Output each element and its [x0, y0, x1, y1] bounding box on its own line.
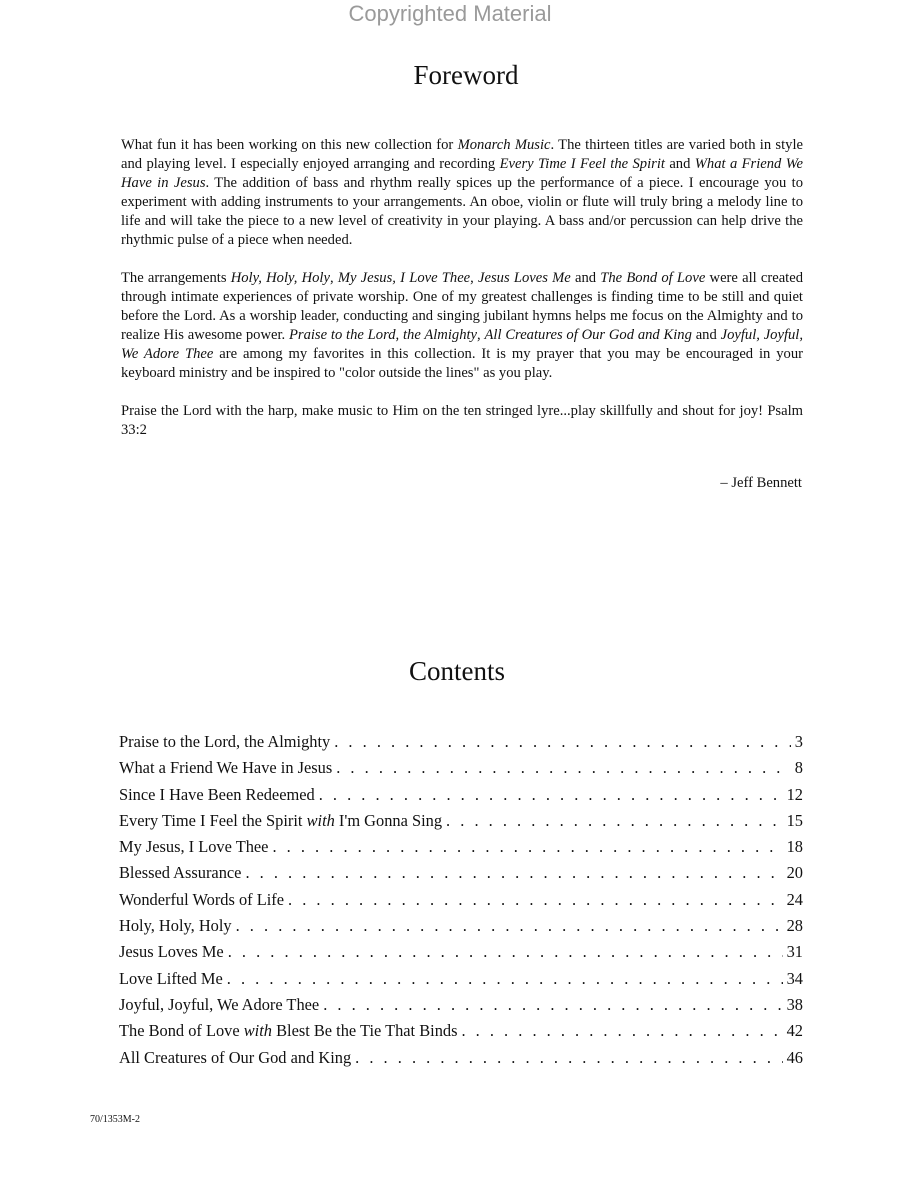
italic-text: Praise to the Lord, the Almighty: [288, 327, 478, 343]
toc-entry: [119, 837, 803, 863]
toc-entry: [119, 916, 803, 942]
toc-entry-title: [119, 732, 330, 752]
text-run: Praise the Lord with the harp, make music to Him on the ten stringed lyre...play skillfully and shout for joy! Psalm 33:2: [121, 403, 803, 438]
toc-entry: [119, 732, 803, 758]
italic-text: Joyful, Joyful, We Adore Thee: [121, 327, 804, 362]
dot-leader: [323, 995, 782, 1015]
text-run: All Creatures of Our God and King: [119, 1047, 352, 1067]
toc-entry: [119, 863, 803, 889]
text-run: The arrangements: [121, 270, 231, 286]
text-run: Love Lifted Me: [119, 968, 223, 988]
toc-entry: [119, 1021, 803, 1047]
toc-page-number: 28: [786, 916, 803, 936]
toc-entry: [119, 758, 803, 784]
toc-page-number: 12: [786, 784, 803, 804]
watermark: Copyrighted Material: [348, 1, 552, 26]
toc-entry-title: [119, 916, 232, 936]
dot-leader: [288, 890, 783, 910]
italic-text: Holy, Holy, Holy: [230, 270, 330, 286]
toc-entry: [119, 995, 803, 1021]
dot-leader: [334, 732, 791, 752]
toc-entry-title: [119, 1021, 457, 1041]
toc-page-number: 3: [794, 732, 803, 751]
dot-leader: [319, 785, 783, 805]
toc-entry: [119, 942, 803, 968]
toc-entry-title: [119, 942, 224, 962]
toc-page-number: 18: [786, 837, 803, 857]
toc-page-number: 34: [786, 968, 803, 988]
toc-page-number: 8: [794, 758, 803, 778]
text-run: Blessed Assurance: [119, 863, 242, 883]
toc-entry-title: [119, 863, 241, 883]
italic-text: My Jesus, I Love Thee: [337, 270, 471, 286]
italic-text: with: [243, 1021, 272, 1041]
toc-entry: [119, 1048, 803, 1074]
italic-text: Monarch Music: [457, 137, 551, 153]
toc-page-number: 20: [786, 863, 803, 883]
text-run: . The addition of bass and rhythm really spices up the performance of a piece. I encourage you to experiment with adding instruments to your arrangements. An oboe, violin or flute will truly bring a melody line to life and will take the piece to a new level of creativity in your playing. A bass and/or percussion can help drive the rhythmic pulse of a piece when needed.: [121, 175, 803, 248]
text-run: ,: [329, 270, 338, 286]
text-run: were all created through intimate experiences of private worship. One of my greatest challenges is finding time to be still and quiet before the Lord. As a worship leader, conducting and singing jubilant hymns helps me focus on the Almighty and to realize His awesome power.: [121, 270, 804, 343]
dot-leader: [355, 1048, 782, 1068]
text-run: What a Friend We Have in Jesus: [119, 758, 333, 778]
italic-text: What a Friend We Have in Jesus: [121, 156, 804, 191]
text-run: Holy, Holy, Holy: [119, 916, 232, 936]
text-run: ,: [470, 270, 479, 286]
text-run: are among my favorites in this collection. It is my prayer that you may be encouraged in your keyboard ministry and be inspired to "color outside the lines" as you play.: [121, 346, 803, 381]
text-run: and: [691, 327, 721, 343]
toc-entry: [119, 890, 803, 916]
toc-entry-title: [119, 995, 319, 1015]
foreword-title: Foreword: [413, 60, 519, 90]
toc-page-number: 46: [786, 1047, 803, 1067]
text-run: My Jesus, I Love Thee: [119, 837, 269, 857]
italic-text: The Bond of Love: [600, 270, 706, 286]
toc-entry: [119, 969, 803, 995]
toc-entry: [119, 811, 803, 837]
italic-text: with: [306, 810, 335, 830]
dot-leader: [245, 863, 782, 883]
toc-entry-title: [119, 969, 223, 989]
dot-leader: [228, 942, 783, 962]
toc-page-number: 15: [786, 810, 803, 830]
dot-leader: [272, 837, 782, 857]
text-run: and: [664, 156, 695, 172]
contents-title: Contents: [408, 656, 505, 686]
foreword-body: [121, 136, 803, 459]
italic-text: Jesus Loves Me: [478, 270, 571, 286]
foreword-paragraph: [121, 136, 803, 250]
dot-leader: [236, 916, 783, 936]
toc-entry: [119, 785, 803, 811]
toc-entry-title: [119, 1048, 351, 1068]
toc-entry-title: [119, 837, 268, 857]
text-run: I'm Gonna Sing: [334, 810, 443, 830]
text-run: Wonderful Words of Life: [119, 889, 285, 909]
toc-page-number: 24: [786, 889, 803, 909]
text-run: Since I Have Been Redeemed: [119, 784, 315, 804]
text-run: Every Time I Feel the Spirit: [119, 810, 307, 830]
toc-page-number: 42: [786, 1021, 803, 1041]
dot-leader: [227, 969, 783, 989]
toc-entry-title: [119, 785, 315, 805]
dot-leader: [461, 1021, 782, 1041]
italic-text: All Creatures of Our God and King: [484, 327, 692, 343]
text-run: Joyful, Joyful, We Adore Thee: [119, 994, 320, 1014]
signature: – Jeff Bennett: [720, 475, 802, 491]
text-run: Jesus Loves Me: [119, 942, 224, 962]
text-run: ,: [477, 327, 485, 343]
table-of-contents: [119, 732, 803, 1074]
foreword-paragraph: [121, 269, 803, 383]
text-run: The Bond of Love: [119, 1021, 244, 1041]
text-run: . The thirteen titles are varied both in style and playing level. I especially enjoyed arranging and recording: [121, 137, 803, 172]
text-run: Praise to the Lord, the Almighty: [119, 732, 331, 751]
text-run: and: [570, 270, 601, 286]
catalog-code: 70/1353M-2: [90, 1114, 140, 1125]
toc-entry-title: [119, 758, 332, 778]
text-run: What fun it has been working on this new collection for: [121, 137, 458, 153]
dot-leader: [446, 811, 783, 831]
dot-leader: [336, 758, 791, 778]
toc-page-number: 38: [786, 994, 803, 1014]
italic-text: Every Time I Feel the Spirit: [499, 156, 665, 172]
toc-entry-title: [119, 890, 284, 910]
text-run: Blest Be the Tie That Binds: [271, 1021, 458, 1041]
toc-page-number: 31: [786, 942, 803, 962]
toc-entry-title: [119, 811, 442, 831]
foreword-paragraph: [121, 402, 803, 440]
